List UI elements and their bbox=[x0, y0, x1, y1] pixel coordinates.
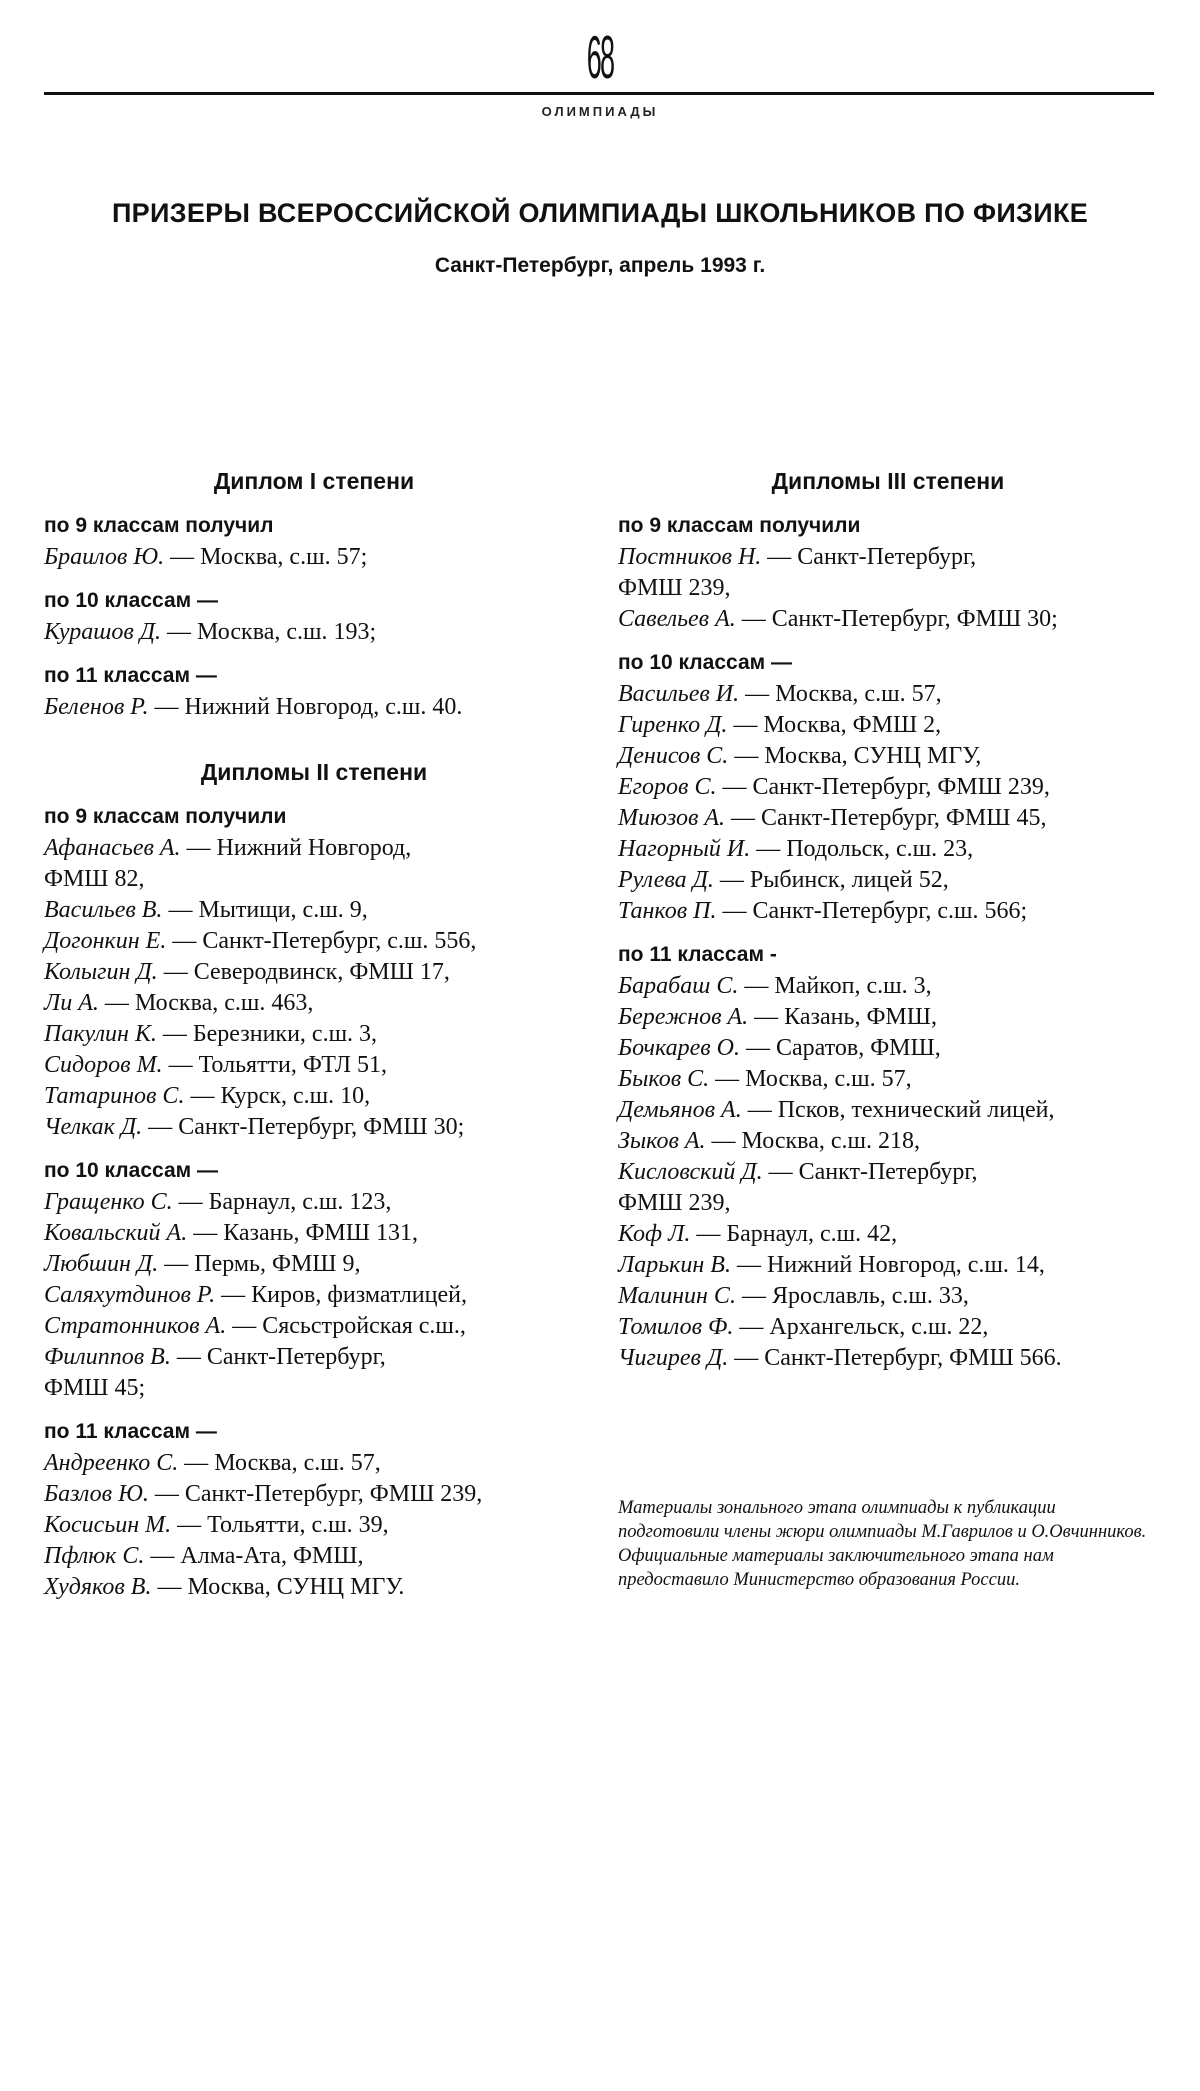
winner-name: Томилов Ф. bbox=[618, 1314, 734, 1340]
winner-name: Ковальский А. bbox=[44, 1220, 188, 1246]
winner-name: Стратонников А. bbox=[44, 1313, 227, 1339]
winner-school: — Алма-Ата, ФМШ, bbox=[144, 1543, 364, 1569]
winner-school: — Казань, ФМШ 131, bbox=[187, 1220, 418, 1246]
winner-school: — Нижний Новгород, bbox=[180, 835, 412, 861]
winner-name: Постников Н. bbox=[618, 544, 762, 570]
winner-entry bbox=[618, 1312, 1158, 1343]
winner-entry bbox=[618, 1157, 1158, 1188]
winner-entry bbox=[44, 1448, 584, 1479]
right-column bbox=[618, 466, 1158, 1374]
diploma-1-heading: Диплом I степени bbox=[213, 468, 415, 494]
winner-school: — Москва, с.ш. 57; bbox=[164, 544, 368, 570]
winner-entry bbox=[618, 1188, 1158, 1219]
note-paragraph: Материалы зонального этапа олимпиады к публикации подготовили члены жюри олимпиады М.Гаврилов и О.Овчинников. bbox=[618, 1498, 1147, 1542]
winner-school: — Санкт-Петербург, с.ш. 556, bbox=[166, 928, 477, 954]
winner-entry bbox=[44, 542, 584, 573]
header-rule bbox=[44, 92, 1154, 95]
winner-entry bbox=[44, 617, 584, 648]
winner-name: Малинин С. bbox=[618, 1283, 736, 1309]
winner-school: — Москва, с.ш. 463, bbox=[98, 990, 314, 1016]
winner-school: — Санкт-Петербург, ФМШ 239, bbox=[716, 774, 1050, 800]
winner-school: — Тольятти, с.ш. 39, bbox=[171, 1512, 389, 1538]
winner-school: ФМШ 82, bbox=[44, 866, 145, 892]
class-heading: по 11 классам — bbox=[44, 1420, 217, 1443]
winner-school: — Нижний Новгород, с.ш. 14, bbox=[730, 1252, 1045, 1278]
winner-entry bbox=[44, 1112, 584, 1143]
winner-school: — Саратов, ФМШ, bbox=[740, 1035, 941, 1061]
class-heading: по 11 классам — bbox=[44, 664, 217, 687]
winner-school: ФМШ 239, bbox=[618, 1190, 731, 1216]
winner-name: Ли А. bbox=[44, 990, 99, 1016]
winner-name: Ларькин В. bbox=[618, 1252, 731, 1278]
winner-name: Бочкарев О. bbox=[618, 1035, 741, 1061]
winner-name: Быков С. bbox=[618, 1066, 710, 1092]
winner-school: — Барнаул, с.ш. 42, bbox=[690, 1221, 898, 1247]
winner-school: — Санкт-Петербург, bbox=[170, 1344, 386, 1370]
winner-entry bbox=[618, 604, 1158, 635]
winner-name: Пфлюк С. bbox=[44, 1543, 145, 1569]
winner-school: — Москва, с.ш. 57, bbox=[178, 1450, 381, 1476]
class-heading: по 9 классам получил bbox=[44, 514, 274, 537]
winner-name: Гращенко С. bbox=[44, 1189, 173, 1215]
class-heading: по 9 классам получили bbox=[44, 805, 287, 828]
winner-entry bbox=[618, 865, 1158, 896]
winner-school: — Барнаул, с.ш. 123, bbox=[172, 1189, 392, 1215]
winner-school: ФМШ 239, bbox=[618, 575, 731, 601]
winner-name: Коф Л. bbox=[618, 1221, 691, 1247]
winner-school: — Сясьстройская с.ш., bbox=[226, 1313, 466, 1339]
winner-school: — Пермь, ФМШ 9, bbox=[158, 1251, 361, 1277]
winner-school: — Нижний Новгород, с.ш. 40. bbox=[148, 694, 463, 720]
winner-entry bbox=[44, 957, 584, 988]
winner-entry bbox=[618, 573, 1158, 604]
winner-entry bbox=[618, 1281, 1158, 1312]
winner-entry bbox=[44, 1311, 584, 1342]
winner-entry bbox=[44, 1081, 584, 1112]
winner-entry bbox=[618, 1064, 1158, 1095]
winner-name: Беленов Р. bbox=[44, 694, 149, 720]
winner-name: Браилов Ю. bbox=[44, 544, 165, 570]
winner-entry bbox=[44, 692, 584, 723]
winner-entry bbox=[618, 834, 1158, 865]
winner-entry bbox=[44, 1541, 584, 1572]
winner-school: — Москва, с.ш. 57, bbox=[709, 1066, 912, 1092]
winner-entry bbox=[618, 1095, 1158, 1126]
winner-school: — Москва, с.ш. 218, bbox=[705, 1128, 920, 1154]
winner-school: — Березники, с.ш. 3, bbox=[156, 1021, 378, 1047]
winner-school: — Санкт-Петербург, ФМШ 566. bbox=[728, 1345, 1062, 1371]
winner-entry bbox=[618, 1343, 1158, 1374]
class-heading: по 11 классам - bbox=[618, 943, 777, 966]
winner-name: Денисов С. bbox=[618, 743, 729, 769]
winner-entry bbox=[44, 926, 584, 957]
winner-entry bbox=[44, 1019, 584, 1050]
winner-school: — Санкт-Петербург, ФМШ 239, bbox=[148, 1481, 483, 1507]
winner-name: Танков П. bbox=[618, 898, 717, 924]
winner-school: — Курск, с.ш. 10, bbox=[184, 1083, 371, 1109]
winner-entry bbox=[44, 1187, 584, 1218]
winner-school: — Москва, с.ш. 193; bbox=[161, 619, 377, 645]
class-heading: по 10 классам — bbox=[44, 1159, 218, 1182]
winner-entry bbox=[618, 1002, 1158, 1033]
winner-name: Любшин Д. bbox=[44, 1251, 159, 1277]
winner-entry bbox=[44, 833, 584, 864]
page-subtitle: Санкт-Петербург, апрель 1993 г. bbox=[434, 254, 766, 277]
winner-name: Васильев И. bbox=[618, 681, 740, 707]
winner-school: — Казань, ФМШ, bbox=[748, 1004, 937, 1030]
winner-school: — Санкт-Петербург, с.ш. 566; bbox=[716, 898, 1028, 924]
section-label: ОЛИМПИАДЫ bbox=[541, 104, 659, 119]
winner-name: Гиренко Д. bbox=[618, 712, 728, 738]
winner-name: Зыков А. bbox=[618, 1128, 706, 1154]
winner-name: Татаринов С. bbox=[44, 1083, 185, 1109]
winner-name: Догонкин Е. bbox=[44, 928, 167, 954]
winner-school: — Тольятти, ФТЛ 51, bbox=[162, 1052, 387, 1078]
page-title: ПРИЗЕРЫ ВСЕРОССИЙСКОЙ ОЛИМПИАДЫ ШКОЛЬНИКОВ ПО ФИЗИКЕ bbox=[111, 198, 1089, 228]
winner-school: — Санкт-Петербург, ФМШ 30; bbox=[735, 606, 1058, 632]
diploma-3-heading: Дипломы III степени bbox=[771, 468, 1005, 494]
class-heading: по 10 классам — bbox=[44, 589, 218, 612]
winner-name: Нагорный И. bbox=[618, 836, 751, 862]
winner-entry bbox=[44, 864, 584, 895]
winner-entry bbox=[44, 1479, 584, 1510]
diploma-2-heading: Дипломы II степени bbox=[200, 759, 428, 785]
winner-entry bbox=[618, 971, 1158, 1002]
winner-school: — Псков, технический лицей, bbox=[741, 1097, 1055, 1123]
winner-name: Демьянов А. bbox=[618, 1097, 742, 1123]
winner-school: — Майкоп, с.ш. 3, bbox=[738, 973, 932, 999]
winner-entry bbox=[44, 1280, 584, 1311]
winner-entry bbox=[44, 1218, 584, 1249]
winner-entry bbox=[618, 1250, 1158, 1281]
winner-school: — Рыбинск, лицей 52, bbox=[713, 867, 949, 893]
winner-name: Рулева Д. bbox=[618, 867, 714, 893]
winner-school: — Санкт-Петербург, bbox=[761, 544, 977, 570]
winner-name: Саляхутдинов Р. bbox=[44, 1282, 216, 1308]
winner-entry bbox=[44, 1572, 584, 1603]
winner-school: — Подольск, с.ш. 23, bbox=[750, 836, 974, 862]
winner-name: Филиппов В. bbox=[44, 1344, 171, 1370]
winner-entry bbox=[44, 1373, 584, 1404]
winner-name: Егоров С. bbox=[618, 774, 717, 800]
winner-entry bbox=[618, 772, 1158, 803]
winner-name: Косисьин М. bbox=[44, 1512, 172, 1538]
winner-school: — Москва, СУНЦ МГУ. bbox=[151, 1574, 405, 1600]
editorial-note bbox=[618, 1496, 1158, 1592]
winner-school: — Ярославль, с.ш. 33, bbox=[735, 1283, 969, 1309]
winner-name: Худяков В. bbox=[44, 1574, 152, 1600]
left-column bbox=[44, 466, 584, 1603]
winner-entry bbox=[618, 710, 1158, 741]
winner-school: — Киров, физматлицей, bbox=[215, 1282, 467, 1308]
winner-entry bbox=[618, 1219, 1158, 1250]
winner-name: Васильев В. bbox=[44, 897, 163, 923]
winner-school: ФМШ 45; bbox=[44, 1375, 146, 1401]
winner-name: Базлов Ю. bbox=[44, 1481, 149, 1507]
winner-name: Бережнов А. bbox=[618, 1004, 749, 1030]
winner-name: Колыгин Д. bbox=[44, 959, 158, 985]
winner-school: — Москва, СУНЦ МГУ, bbox=[728, 743, 982, 769]
winner-name: Савельев А. bbox=[618, 606, 736, 632]
winner-entry bbox=[44, 1342, 584, 1373]
winner-entry bbox=[618, 803, 1158, 834]
winner-school: — Санкт-Петербург, ФМШ 30; bbox=[142, 1114, 465, 1140]
winner-entry bbox=[44, 988, 584, 1019]
winner-entry bbox=[44, 1249, 584, 1280]
winner-name: Курашов Д. bbox=[44, 619, 162, 645]
winner-name: Кисловский Д. bbox=[618, 1159, 763, 1185]
winner-entry bbox=[618, 741, 1158, 772]
winner-entry bbox=[618, 1033, 1158, 1064]
winner-name: Пакулин К. bbox=[44, 1021, 157, 1047]
note-paragraph: Официальные материалы заключительного этапа нам предоставило Министерство образования России. bbox=[618, 1546, 1054, 1590]
winner-name: Миюзов А. bbox=[618, 805, 726, 831]
winner-name: Барабаш С. bbox=[618, 973, 739, 999]
winner-school: — Москва, с.ш. 57, bbox=[739, 681, 942, 707]
winner-entry bbox=[618, 1126, 1158, 1157]
winner-entry bbox=[618, 679, 1158, 710]
class-heading: по 9 классам получили bbox=[618, 514, 861, 537]
winner-name: Челкак Д. bbox=[44, 1114, 143, 1140]
winner-name: Андреенко С. bbox=[44, 1450, 179, 1476]
winner-school: — Москва, ФМШ 2, bbox=[727, 712, 942, 738]
winner-name: Чигирев Д. bbox=[618, 1345, 729, 1371]
class-heading: по 10 классам — bbox=[618, 651, 792, 674]
winner-name: Сидоров М. bbox=[44, 1052, 163, 1078]
page-number: 68 bbox=[586, 24, 614, 91]
winner-school: — Северодвинск, ФМШ 17, bbox=[157, 959, 450, 985]
winner-name: Афанасьев А. bbox=[44, 835, 181, 861]
winner-entry bbox=[618, 896, 1158, 927]
winner-school: — Санкт-Петербург, bbox=[762, 1159, 978, 1185]
winner-entry bbox=[44, 895, 584, 926]
winner-entry bbox=[44, 1050, 584, 1081]
winner-entry bbox=[618, 542, 1158, 573]
winner-entry bbox=[44, 1510, 584, 1541]
winner-school: — Санкт-Петербург, ФМШ 45, bbox=[725, 805, 1047, 831]
winner-school: — Мытищи, с.ш. 9, bbox=[162, 897, 368, 923]
winner-school: — Архангельск, с.ш. 22, bbox=[733, 1314, 989, 1340]
